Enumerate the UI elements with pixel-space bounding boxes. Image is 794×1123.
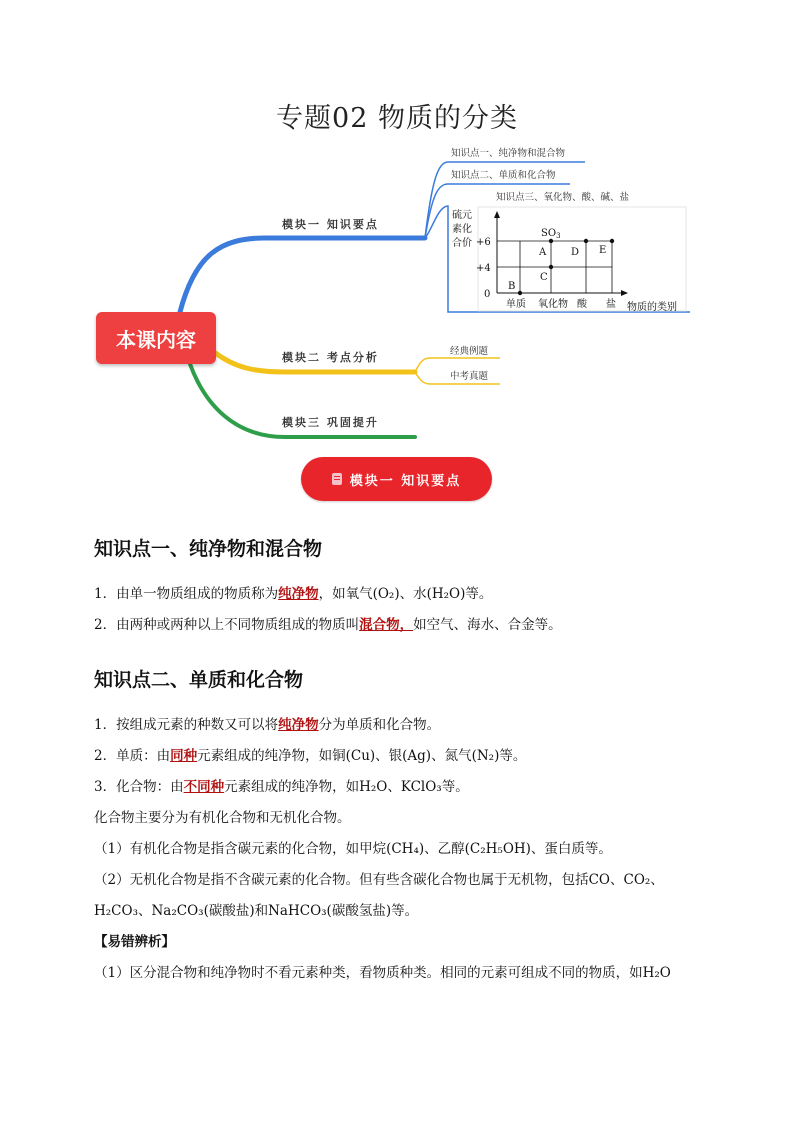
chart-point-label-b: B bbox=[508, 281, 516, 292]
sub-label-knowledge-2: 知识点二、单质和化合物 bbox=[451, 170, 556, 181]
section2-plain-1: 化合物主要分为有机化合物和无机化合物。 bbox=[94, 810, 351, 826]
chart-point-label-c: C bbox=[540, 272, 548, 283]
chart-ytick-zero: 0 bbox=[484, 289, 491, 300]
chart-xtick-oxide: 氧化物 bbox=[538, 299, 568, 310]
chart-ylabel-line-1: 硫元 bbox=[452, 210, 472, 221]
sub-label-examples: 经典例题 bbox=[450, 346, 489, 357]
sub-label-exam-questions: 中考真题 bbox=[450, 371, 489, 382]
mindmap-center-node: 本课内容 bbox=[96, 312, 216, 364]
sub-curve-4 bbox=[415, 358, 500, 372]
content-body bbox=[94, 534, 714, 989]
chart-point-c bbox=[549, 265, 553, 269]
branch-curve-1 bbox=[180, 238, 425, 312]
section2-plain-2: （1）有机化合物是指含碳元素的化合物，如甲烷(CH₄)、乙醇(C₂H₅OH)、蛋白质等。 bbox=[94, 841, 612, 857]
section1-item-2: 2．由两种或两种以上不同物质组成的物质叫混合物，如空气、海水、合金等。 bbox=[94, 617, 562, 633]
chart-point-label-d: D bbox=[571, 247, 580, 258]
section2-plain-3: （2）无机化合物是指不含碳元素的化合物。但有些含碳化合物也属于无机物，包括CO、CO₂、 bbox=[94, 872, 664, 888]
section-heading-1: 知识点一、纯净物和混合物 bbox=[94, 538, 323, 560]
chart-ytick-plus6: +6 bbox=[476, 237, 491, 248]
chart-point-b bbox=[518, 291, 522, 295]
section1-item-1: 1．由单一物质组成的物质称为纯净物，如氧气(O₂)、水(H₂O)等。 bbox=[94, 586, 493, 602]
valence-chart bbox=[452, 207, 686, 313]
chart-point-label-e: E bbox=[599, 245, 607, 256]
chart-point-d bbox=[584, 239, 588, 243]
chart-point-e bbox=[610, 239, 614, 243]
section2-item-2: 2．单质：由同种元素组成的纯净物，如铜(Cu)、银(Ag)、氮气(N₂)等。 bbox=[94, 748, 527, 764]
chart-ytick-plus4: +4 bbox=[476, 263, 491, 274]
section2-plain-4: H₂CO₃、Na₂CO₃(碳酸盐)和NaHCO₃(碳酸氢盐)等。 bbox=[94, 903, 419, 919]
sub-label-knowledge-1: 知识点一、纯净物和混合物 bbox=[451, 148, 566, 159]
book-icon bbox=[332, 473, 342, 485]
module-one-button[interactable] bbox=[301, 457, 492, 501]
chart-point-a bbox=[549, 239, 553, 243]
chart-point-label-a: A bbox=[539, 247, 547, 258]
section2-item-3: 3．化合物：由不同种元素组成的纯净物，如H₂O、KClO₃等。 bbox=[94, 779, 469, 795]
chart-xtick-acid: 酸 bbox=[577, 299, 587, 310]
chart-xlabel: 物质的类别 bbox=[627, 302, 677, 313]
sub-label-knowledge-3: 知识点三、氧化物、酸、碱、盐 bbox=[496, 192, 630, 203]
chart-xtick-salt: 盐 bbox=[606, 299, 616, 310]
module-one-button-label: 模块一 知识要点 bbox=[349, 473, 462, 489]
section2-plain-5: 【易错辨析】 bbox=[94, 934, 175, 950]
branch-label-3: 模块三 巩固提升 bbox=[282, 416, 379, 429]
chart-ylabel-line-2: 素化 bbox=[452, 224, 472, 235]
chart-xtick-elemental: 单质 bbox=[506, 299, 526, 310]
mindmap bbox=[0, 0, 794, 520]
page-title: 专题02 物质的分类 bbox=[276, 103, 518, 134]
section-heading-2: 知识点二、单质和化合物 bbox=[94, 669, 304, 691]
branch-label-2: 模块二 考点分析 bbox=[282, 351, 379, 364]
branch-label-1: 模块一 知识要点 bbox=[282, 218, 379, 231]
section2-item-1: 1．按组成元素的种数又可以将纯净物分为单质和化合物。 bbox=[94, 717, 441, 733]
chart-ylabel-line-3: 合价 bbox=[452, 238, 472, 249]
chart-point-label-so3: $SO_3$ bbox=[541, 228, 561, 240]
section2-plain-6: （1）区分混合物和纯净物时不看元素种类，看物质种类。相同的元素可组成不同的物质，如H₂O bbox=[94, 965, 671, 981]
